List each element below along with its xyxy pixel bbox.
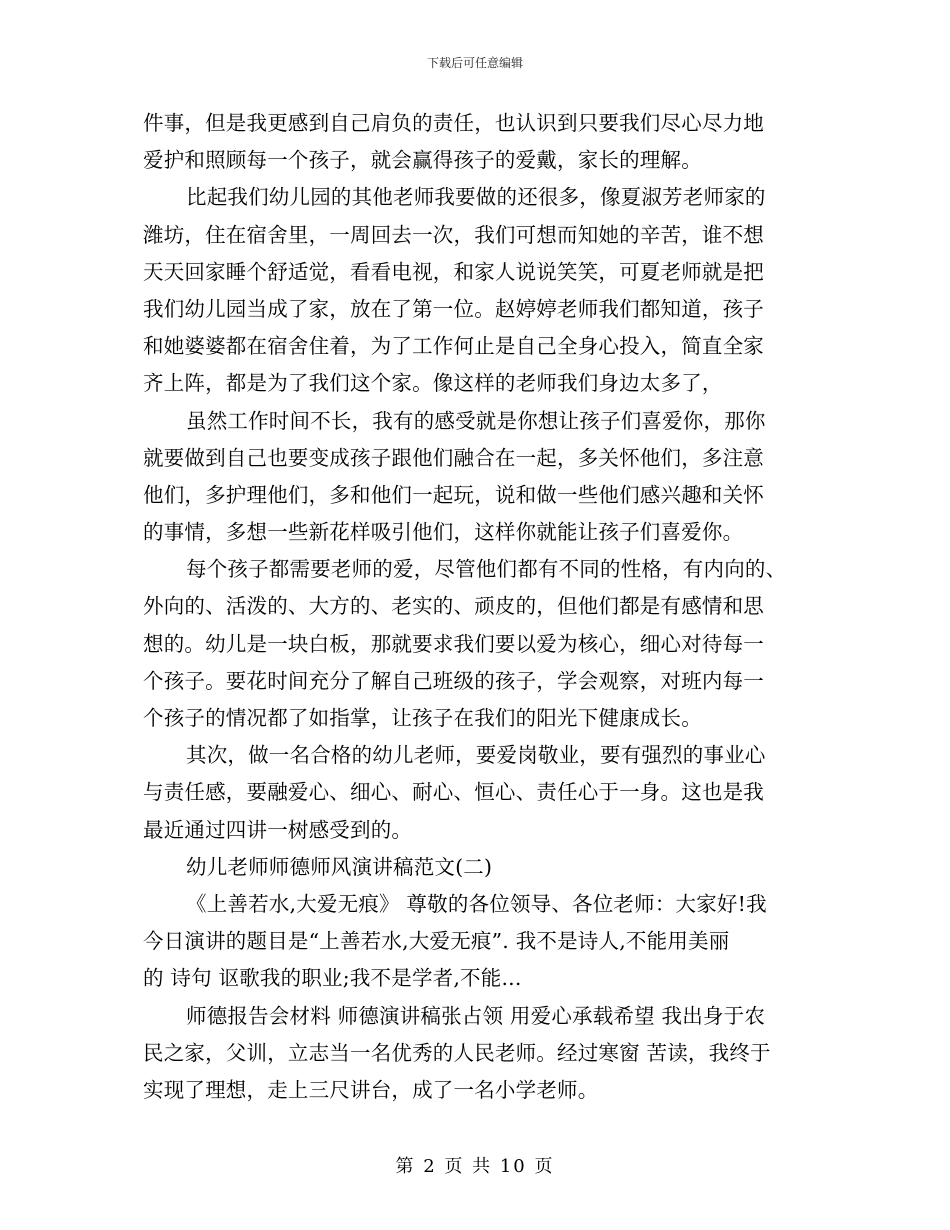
text-line: 和她婆婆都在宿舍住着，为了工作何止是自己全身心投入，简直全家 (143, 334, 764, 359)
text-line: 我们幼儿园当成了家，放在了第一位。赵婷婷老师我们都知道，孩子 (143, 296, 764, 321)
page-header: 下载后可任意编辑 (426, 56, 523, 70)
text-line: 个孩子。要花时间充分了解自己班级的孩子，学会观察，对班内每一 (143, 668, 764, 693)
text-line: 虽然工作时间不长，我有的感受就是你想让孩子们喜爱你，那你 (186, 408, 766, 433)
text-line: 外向的、活泼的、大方的、老实的、顽皮的，但他们都是有感情和思 (143, 594, 764, 619)
text-line: 的 诗句 讴歌我的职业;我不是学者,不能... (143, 966, 522, 991)
text-line: 爱护和照顾每一个孩子，就会赢得孩子的爱戴，家长的理解。 (143, 148, 702, 173)
text-line: 比起我们幼儿园的其他老师我要做的还很多，像夏淑芳老师家的 (186, 185, 766, 210)
text-line: 个孩子的情况都了如指掌，让孩子在我们的阳光下健康成长。 (143, 706, 702, 730)
text-line: 实现了理想，走上三尺讲台，成了一名小学老师。 (143, 1077, 599, 1102)
text-line: 他们，多护理他们，多和他们一起玩，说和做一些他们感兴趣和关怀 (143, 482, 764, 507)
text-line: 《上善若水,大爱无痕》 尊敬的各位领导、各位老师：大家好!我 (186, 891, 767, 916)
text-line: 与责任感，要融爱心、细心、耐心、恒心、责任心于一身。这也是我 (143, 780, 764, 805)
text-line: 想的。幼儿是一块白板，那就要求我们要以爱为核心，细心对待每一 (143, 631, 764, 656)
text-line: 师德报告会材料 师德演讲稿张占领 用爱心承载希望 我出身于农 (186, 1003, 766, 1028)
text-line: 其次，做一名合格的幼儿老师，要爱岗敬业，要有强烈的事业心 (186, 743, 766, 768)
document-body (143, 105, 807, 1109)
text-line: 今日演讲的题目是“上善若水,大爱无痕”. 我不是诗人,不能用美丽 (143, 929, 730, 954)
page-number-footer: 第 2 页 共 10 页 (395, 1156, 555, 1177)
text-line: 潍坊，住在宿舍里，一周回去一次，我们可想而知她的辛苦，谁不想 (143, 222, 764, 247)
text-line: 民之家，父训，立志当一名优秀的人民老师。经过寒窗 苦读，我终于 (143, 1040, 771, 1065)
text-line: 齐上阵，都是为了我们这个家。像这样的老师我们身边太多了， (143, 371, 723, 396)
text-line: 就要做到自己也要变成孩子跟他们融合在一起，多关怀他们，多注意 (143, 445, 764, 470)
text-line: 件事，但是我更感到自己肩负的责任，也认识到只要我们尽心尽力地 (143, 111, 764, 135)
text-line: 天天回家睡个舒适觉，看看电视，和家人说说笑笑，可夏老师就是把 (143, 259, 764, 284)
text-line: 的事情，多想一些新花样吸引他们，这样你就能让孩子们喜爱你。 (143, 520, 744, 545)
text-line: 最近通过四讲一树感受到的。 (143, 817, 413, 842)
section-heading: 幼儿老师师德师风演讲稿范文(二) (186, 854, 493, 879)
text-line: 每个孩子都需要老师的爱，尽管他们都有不同的性格，有内向的、 (186, 557, 787, 582)
